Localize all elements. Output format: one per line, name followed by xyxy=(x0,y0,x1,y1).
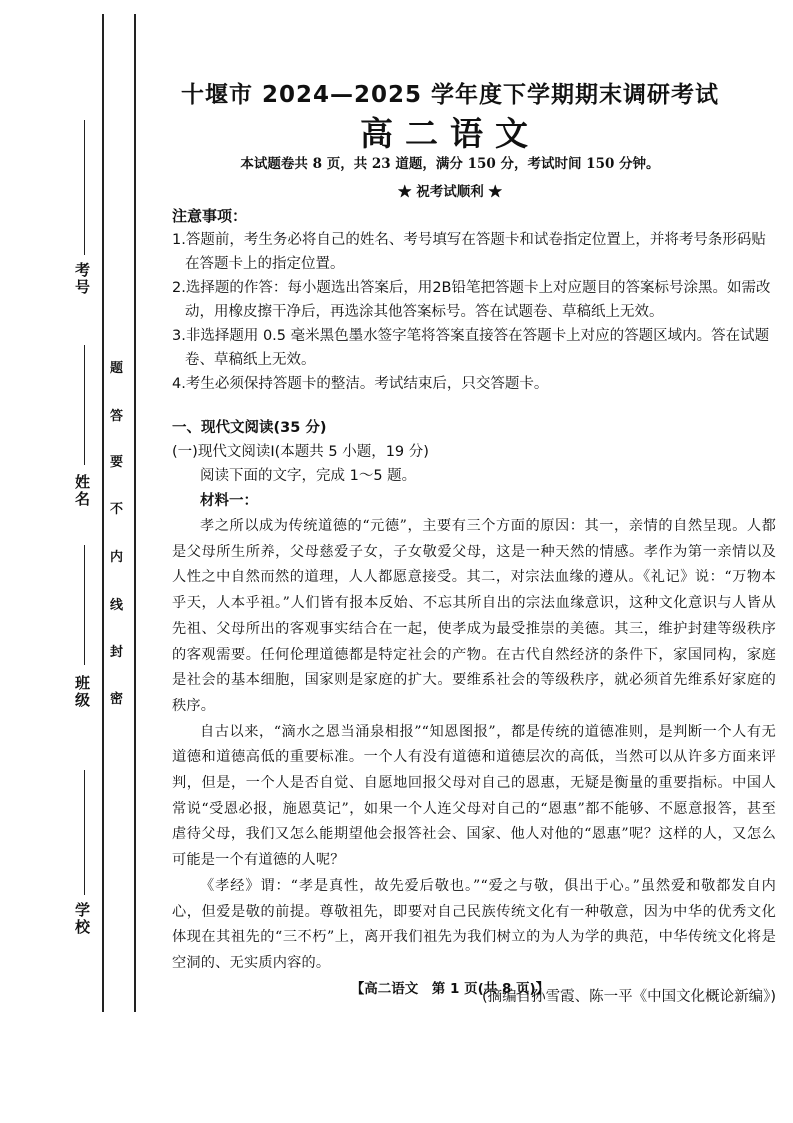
class-blank xyxy=(84,545,85,665)
note-item: 2.选择题的作答：每小题选出答案后，用2B铅笔把答题卡上对应题目的答案标号涂黑。如需改动，用橡皮擦干净后，再选涂其他答案标号。答在试题卷、草稿纸上无效。 xyxy=(172,280,771,320)
class-label: 班级 xyxy=(73,675,91,709)
notes-title: 注意事项： xyxy=(172,207,248,225)
exam-meta: 本试题卷共 8 页，共 23 道题，满分 150 分，考试时间 150 分钟。 xyxy=(240,156,660,172)
exam-content xyxy=(172,205,776,1009)
seal-char: 题 xyxy=(110,361,124,376)
reading-instruction: 阅读下面的文字，完成 1～5 题。 xyxy=(200,468,417,484)
seal-char: 答 xyxy=(110,409,124,424)
binding-line-inner xyxy=(134,14,136,1012)
name-blank xyxy=(84,345,85,465)
subject-title: 高二语文 xyxy=(360,114,540,153)
passage-paragraph: 《孝经》谓：“孝是真性，故先爱后敬也。”“爱之与敬，俱出于心。”虽然爱和敬都发自内心，但爱是敬的前提。尊敬祖先，即要对自己民族传统文化有一种敬意，因为中华的优秀文化体现在其祖先的“三不朽”上，离开我们祖先为我们树立的为人为学的典范，中华传统文化将是空洞的、无实质内容的。 xyxy=(172,877,776,971)
seal-char: 线 xyxy=(110,598,124,613)
note-item: 1.答题前，考生务必将自己的姓名、考号填写在答题卡和试卷指定位置上，并将考号条形码贴在答题卡上的指定位置。 xyxy=(172,232,766,272)
name-label: 姓名 xyxy=(73,474,91,508)
school-label: 学校 xyxy=(73,902,91,936)
exam-no-label: 考号 xyxy=(73,262,91,296)
binding-line-outer xyxy=(102,14,104,1012)
section-title: 一、现代文阅读(35 分) xyxy=(172,420,327,436)
seal-char: 要 xyxy=(110,455,124,470)
seal-char: 密 xyxy=(110,692,124,707)
material-label: 材料一： xyxy=(200,493,258,509)
page-footer: 【高二语文 第 1 页(共 8 页)】 xyxy=(350,981,550,997)
seal-char: 封 xyxy=(110,645,124,660)
school-blank xyxy=(84,770,85,895)
passage-paragraph: 自古以来，“滴水之恩当涌泉相报”“知恩图报”，都是传统的道德准则，是判断一个人有无道德和道德高低的重要标准。一个人有没有道德和道德层次的高低，当然可以从许多方面来评判，但是，一个人是否自觉、自愿地回报父母对自己的恩惠，无疑是衡量的重要指标。中国人常说“受恩必报，施恩莫记”，如果一个人连父母对自己的“恩惠”都不能够、不愿意报答，甚至虐待父母，我们又怎么能期望他会报答社会、国家、他人对他的“恩惠”呢？这样的人，又怎么可能是一个有道德的人呢？ xyxy=(172,723,776,869)
exam-no-blank xyxy=(84,120,85,255)
passage-source: (摘编自孙雪霞、陈一平《中国文化概论新编》) xyxy=(481,988,776,1005)
note-item: 3.非选择题用 0.5 毫米黑色墨水签字笔将答案直接答在答题卡上对应的答题区域内。答在试题卷、草稿纸上无效。 xyxy=(172,328,770,368)
passage-paragraph: 孝之所以成为传统道德的“元德”，主要有三个方面的原因：其一，亲情的自然呈现。人都是父母所生所养，父母慈爱子女，子女敬爱父母，这是一种天然的情感。孝作为第一亲情以及人性之中自然而然的道理，人人都愿意接受。其二，对宗法血缘的遵从。《礼记》说：“万物本乎天，人本乎祖。”人们皆有报本反始、不忘其所自出的宗法血缘意识，这种文化意识与人皆从先祖、父母所出的客观事实结合在一起，使孝成为最受推崇的美德。其三，维护封建等级秩序的客观需要。任何伦理道德都是特定社会的产物。在古代自然经济的条件下，家国同构，家庭是社会的基本细胞，国家则是家庭的扩大。要维系社会的等级秩序，就必须首先维系好家庭的秩序。 xyxy=(172,518,776,714)
exam-title: 十堰市 2024—2025 学年度下学期期末调研考试 xyxy=(180,82,720,108)
subsection-title: (一)现代文阅读Ⅰ(本题共 5 小题，19 分) xyxy=(172,444,429,460)
seal-char: 内 xyxy=(110,550,124,565)
good-luck-banner: ★ 祝考试顺利 ★ xyxy=(398,184,502,200)
note-item: 4.考生必须保持答题卡的整洁。考试结束后，只交答题卡。 xyxy=(172,376,549,392)
seal-char: 不 xyxy=(110,502,124,517)
